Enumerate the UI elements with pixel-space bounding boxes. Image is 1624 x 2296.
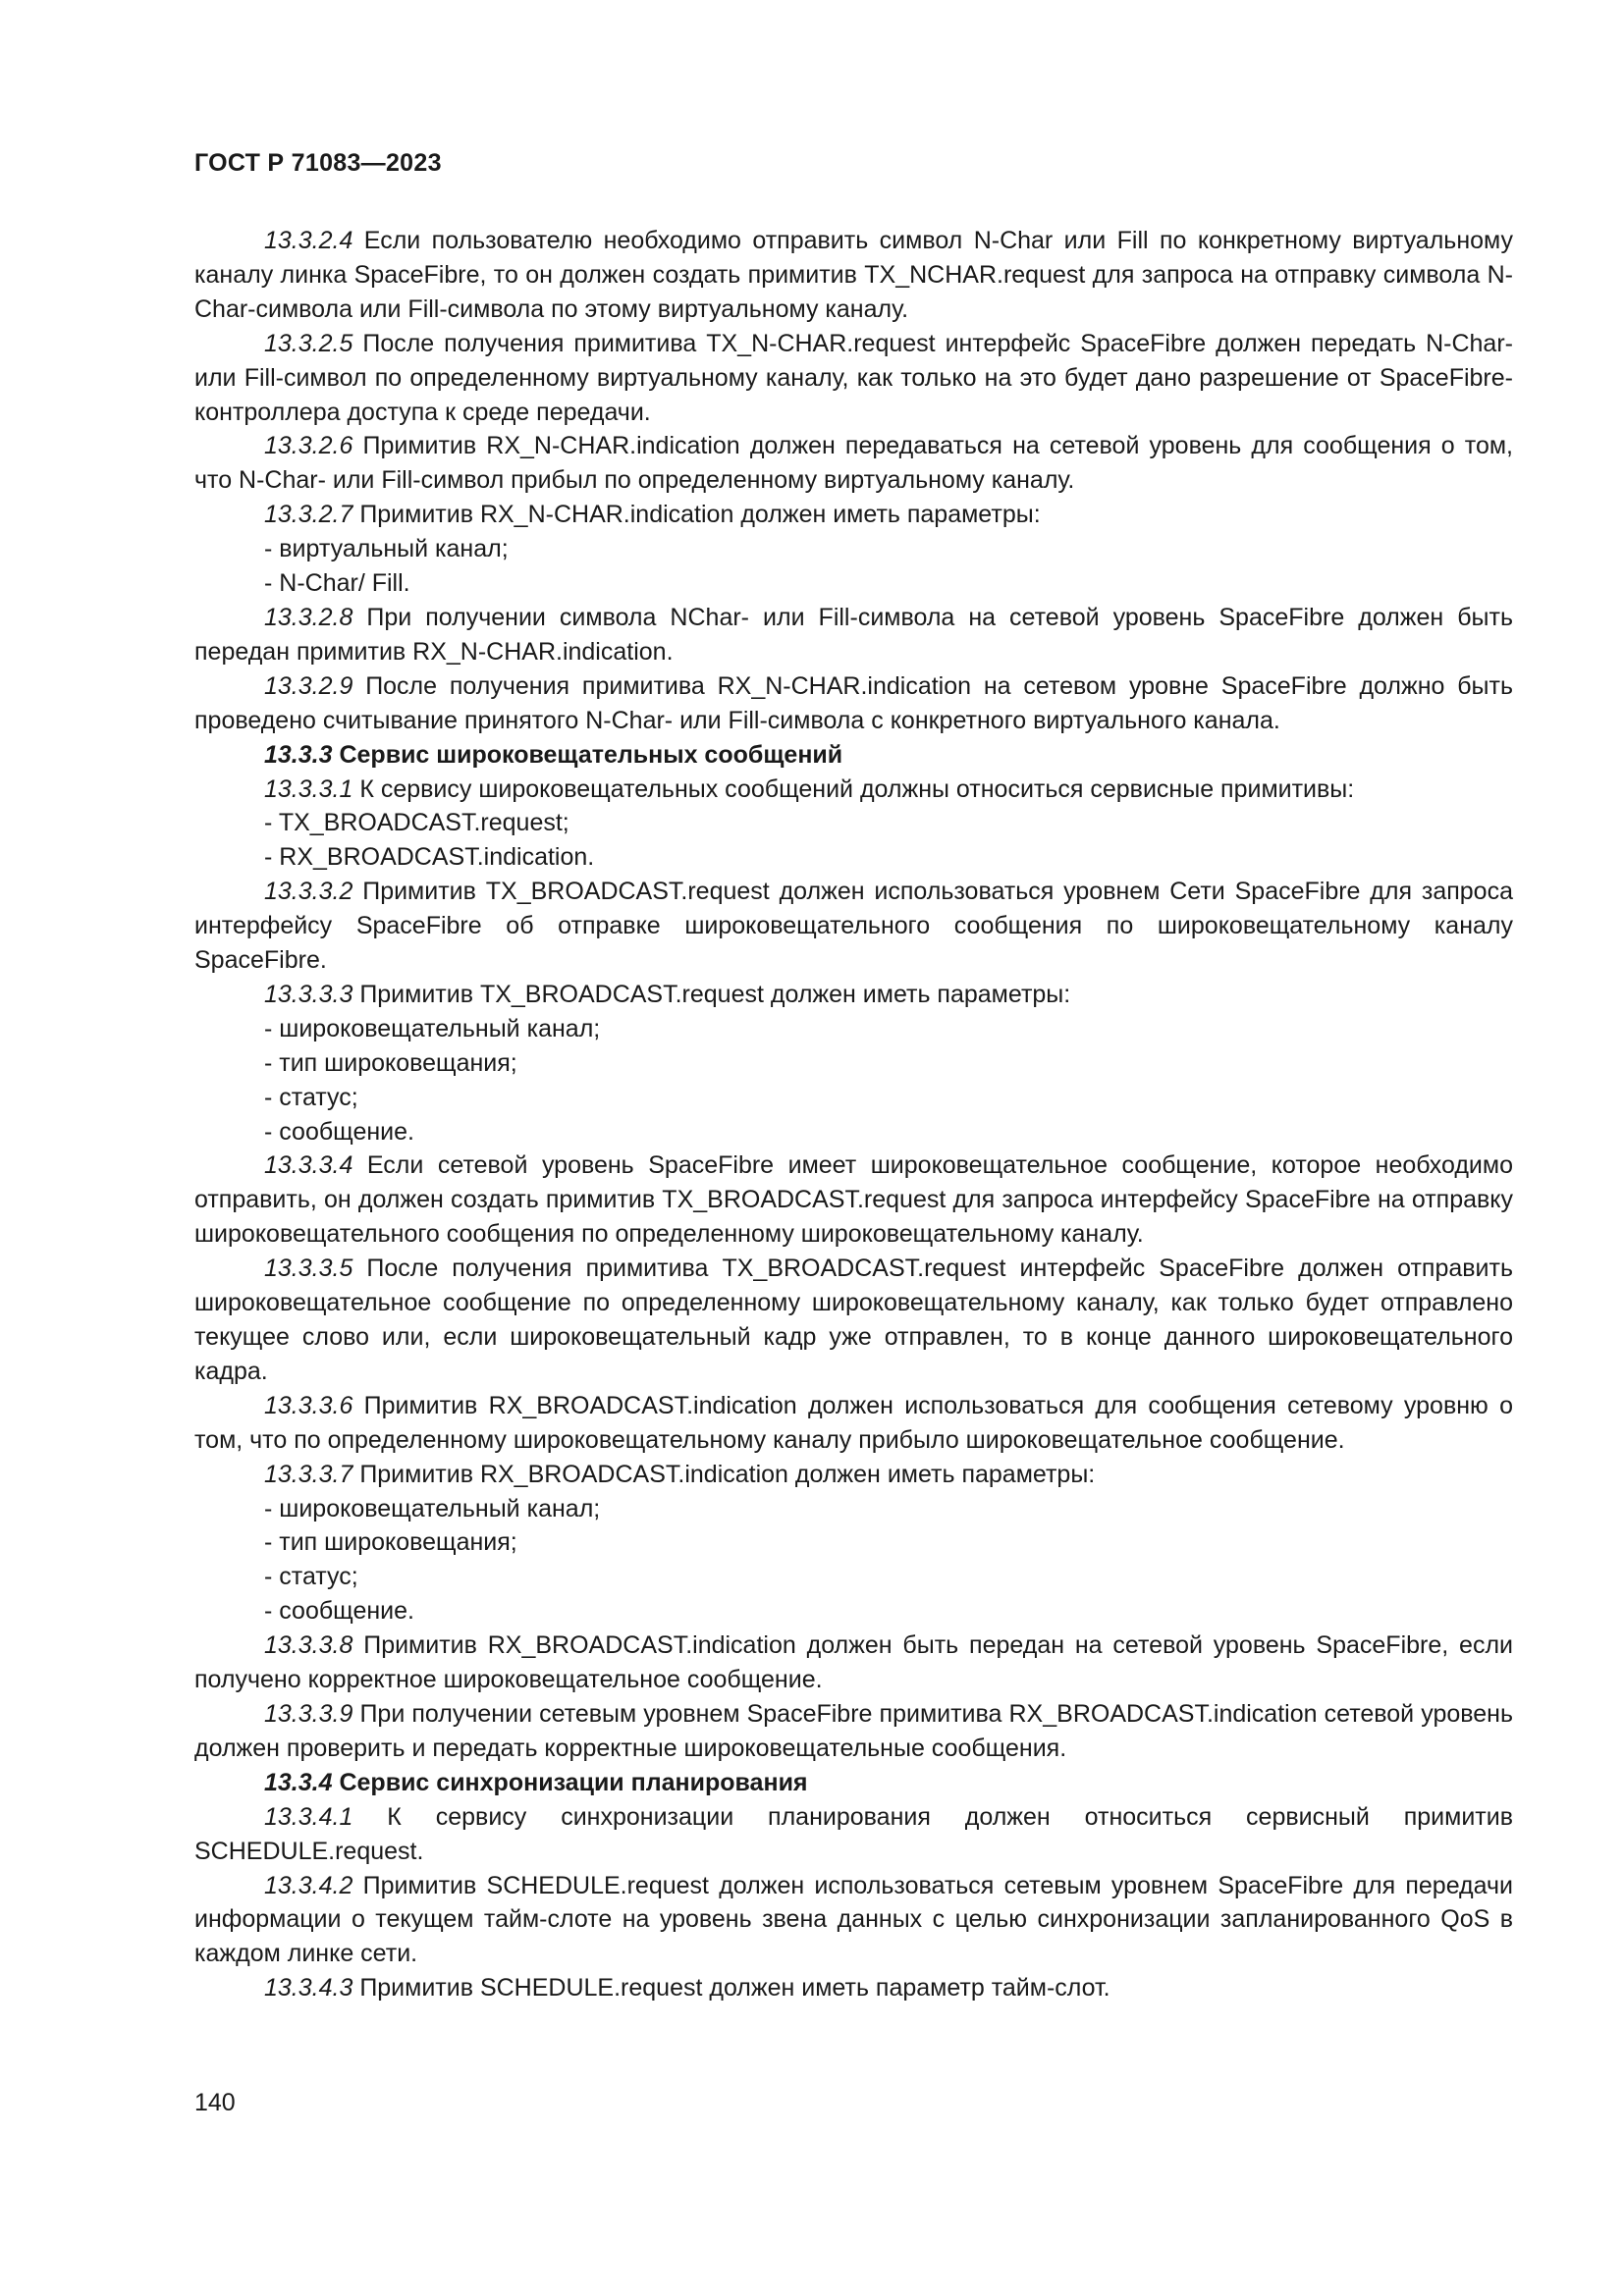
- clause-text: - широковещательный канал;: [264, 1014, 601, 1042]
- clause-text: При получении сетевым уровнем SpaceFibre примитива RX_BROADCAST.indication сетевой уровень должен проверить и передать корректные широковещательные сообщения.: [194, 1699, 1513, 1762]
- paragraph: [194, 1252, 1513, 1389]
- clause-text: Примитив RX_BROADCAST.indication должен иметь параметры:: [359, 1460, 1096, 1488]
- paragraph: [194, 1971, 1513, 2005]
- paragraph: [194, 773, 1513, 807]
- paragraph: [194, 978, 1513, 1012]
- clause-number: 13.3.2.8: [264, 603, 353, 631]
- paragraph: [194, 1697, 1513, 1766]
- section-heading: [194, 738, 1513, 773]
- clause-text: - N-Char/ Fill.: [264, 569, 410, 598]
- clause-text: После получения примитива RX_N-CHAR.indication на сетевом уровне SpaceFibre должно быть проведено считывание принятого N-Char- или Fill-символа с конкретного виртуального канала.: [194, 671, 1513, 734]
- clause-number: 13.3.3.1: [264, 774, 353, 803]
- clause-text: При получении символа NChar- или Fill-символа на сетевой уровень SpaceFibre должен быть передан примитив RX_N-CHAR.indication.: [194, 603, 1513, 666]
- clause-number: 13.3.2.9: [264, 671, 353, 700]
- paragraph: [194, 669, 1513, 738]
- clause-number: 13.3.4.3: [264, 1974, 353, 2002]
- paragraph: [194, 1800, 1513, 1869]
- clause-text: Примитив RX_N-CHAR.indication должен иметь параметры:: [359, 501, 1041, 529]
- clause-text: После получения примитива TX_BROADCAST.request интерфейс SpaceFibre должен отправить широковещательное сообщение по определенному широковещательному каналу, как только будет отправлено текущее слово или, если широковещательный кадр уже отправлен, то в конце данного широковещательного кадра.: [194, 1255, 1513, 1385]
- list-item: [194, 1594, 1513, 1629]
- paragraph: [194, 1148, 1513, 1252]
- clause-number: 13.3.3.4: [264, 1151, 353, 1180]
- list-item: [194, 566, 1513, 601]
- paragraph: [194, 1389, 1513, 1458]
- clause-text: - статус;: [264, 1563, 358, 1591]
- clause-text: - сообщение.: [264, 1597, 414, 1626]
- clause-text: Примитив SCHEDULE.request должен использоваться сетевым уровнем SpaceFibre для передачи информации о текущем тайм-слоте на уровень звена данных с целью синхронизации запланированного QoS в каждом линке сети.: [194, 1871, 1513, 1968]
- clause-number: 13.3.3.8: [264, 1631, 353, 1660]
- paragraph: [194, 429, 1513, 498]
- clause-number: 13.3.3.3: [264, 980, 353, 1008]
- page-number: 140: [194, 2089, 236, 2116]
- list-item: [194, 532, 1513, 566]
- clause-number: 13.3.4.2: [264, 1871, 353, 1899]
- clause-number: 13.3.3.2: [264, 878, 353, 906]
- clause-number: 13.3.4: [264, 1768, 333, 1796]
- clause-text: К сервису синхронизации планирования должен относиться сервисный примитив SCHEDULE.request.: [194, 1802, 1513, 1865]
- clause-text: Примитив RX_BROADCAST.indication должен быть передан на сетевой уровень SpaceFibre, если получено корректное широковещательное сообщение.: [194, 1631, 1514, 1694]
- clause-text: Если сетевой уровень SpaceFibre имеет широковещательное сообщение, которое необходимо отправить, он должен создать примитив TX_BROADCAST.request для запроса интерфейсу SpaceFibre на отправку широковещательного сообщения по определенному широковещательному каналу.: [194, 1151, 1513, 1249]
- section-heading: [194, 1766, 1513, 1800]
- clause-number: 13.3.3.9: [264, 1699, 353, 1728]
- clause-text: К сервису широковещательных сообщений должны относиться сервисные примитивы:: [359, 774, 1355, 803]
- paragraph: [194, 1629, 1513, 1697]
- clause-number: 13.3.2.4: [264, 227, 353, 254]
- clause-text: - сообщение.: [264, 1117, 414, 1146]
- clause-text: - тип широковещания;: [264, 1528, 517, 1557]
- clause-number: 13.3.2.5: [264, 329, 353, 357]
- document-header: ГОСТ Р 71083—2023: [194, 149, 442, 177]
- list-item: [194, 1115, 1513, 1149]
- list-item: [194, 806, 1513, 840]
- clause-number: 13.3.2.7: [264, 501, 353, 529]
- clause-text: Примитив RX_BROADCAST.indication должен использоваться для сообщения сетевому уровню о том, что по определенному широковещательному каналу прибыло широковещательное сообщение.: [194, 1391, 1513, 1454]
- paragraph: [194, 498, 1513, 532]
- list-item: [194, 1525, 1513, 1560]
- list-item: [194, 1492, 1513, 1526]
- list-item: [194, 1012, 1513, 1046]
- clause-number: 13.3.3.5: [264, 1255, 353, 1283]
- clause-text: Примитив SCHEDULE.request должен иметь параметр тайм-слот.: [359, 1974, 1110, 2002]
- clause-number: 13.3.4.1: [264, 1802, 353, 1831]
- paragraph: [194, 601, 1513, 669]
- list-item: [194, 840, 1513, 875]
- clause-text: - широковещательный канал;: [264, 1494, 601, 1522]
- paragraph: [194, 1458, 1513, 1492]
- clause-text: - тип широковещания;: [264, 1048, 517, 1077]
- list-item: [194, 1046, 1513, 1081]
- list-item: [194, 1560, 1513, 1594]
- clause-number: 13.3.3.7: [264, 1460, 353, 1488]
- paragraph: [194, 327, 1513, 430]
- clause-text: Примитив RX_N-CHAR.indication должен передаваться на сетевой уровень для сообщения о том, что N-Char- или Fill-символ прибыл по определенному виртуальному каналу.: [194, 432, 1513, 495]
- list-item: [194, 1081, 1513, 1115]
- clause-number: 13.3.3: [264, 740, 333, 769]
- clause-text: - статус;: [264, 1083, 358, 1111]
- clause-text: Примитив TX_BROADCAST.request должен использоваться уровнем Сети SpaceFibre для запроса интерфейсу SpaceFibre об отправке широковещательного сообщения по широковещательному каналу SpaceFibre.: [194, 878, 1513, 975]
- clause-text: Примитив TX_BROADCAST.request должен иметь параметры:: [359, 980, 1071, 1008]
- clause-text: - виртуальный канал;: [264, 535, 509, 563]
- paragraph: [194, 1869, 1513, 1972]
- clause-number: 13.3.3.6: [264, 1391, 353, 1419]
- clause-number: 13.3.2.6: [264, 432, 353, 460]
- clause-text: После получения примитива TX_N-CHAR.request интерфейс SpaceFibre должен передать N-Char- или Fill-символ по определенному виртуальному каналу, как только на это будет дано разрешение от SpaceFibre-контроллера доступа к среде передачи.: [194, 329, 1513, 426]
- paragraph: [194, 875, 1513, 978]
- clause-text: Сервис широковещательных сообщений: [339, 740, 843, 769]
- clause-text: Если пользователю необходимо отправить символ N-Char или Fill по конкретному виртуальному каналу линка SpaceFibre, то он должен создать примитив TX_NCHAR.request для запроса на отправку символа N-Char-символа или Fill-символа по этому виртуальному каналу.: [194, 227, 1514, 323]
- clause-text: - TX_BROADCAST.request;: [264, 809, 569, 837]
- clause-text: Сервис синхронизации планирования: [339, 1768, 808, 1796]
- paragraph: [194, 224, 1513, 327]
- document-body: [194, 224, 1513, 2005]
- clause-text: - RX_BROADCAST.indication.: [264, 843, 595, 872]
